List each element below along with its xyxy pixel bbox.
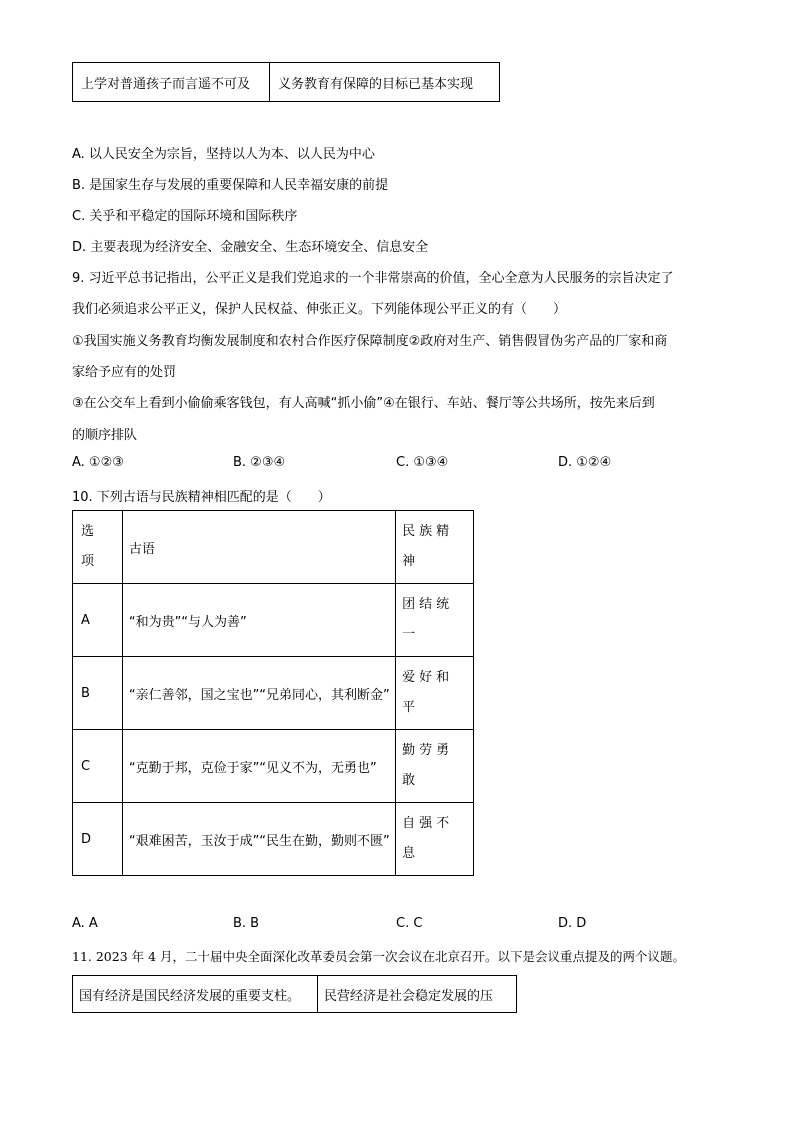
table-cell: 义务教育有保障的目标已基本实现	[270, 63, 500, 102]
q11-table	[72, 975, 517, 1013]
table-row	[73, 584, 474, 657]
q9-stem-line-3: ①我国实施义务教育均衡发展制度和农村合作医疗保障制度②政府对生产、销售假冒伪劣产品的厂家和商	[72, 334, 668, 349]
q9-option-c: C. ①③④	[396, 455, 449, 470]
row-option: C	[73, 730, 123, 803]
q9-option-d: D. ①②④	[558, 455, 612, 470]
row-option: D	[73, 803, 123, 876]
table-header-row	[73, 511, 474, 584]
q10-option-a: A. A	[72, 916, 98, 931]
q8-option-c: C. 关乎和平稳定的国际环境和国际秩序	[72, 209, 298, 224]
q9-stem-line-1: 9. 习近平总书记指出，公平正义是我们党追求的一个非常崇高的价值，全心全意为人民服务的宗旨决定了	[72, 271, 674, 286]
q9-option-a: A. ①②③	[72, 455, 124, 470]
row-quote: “艰难困苦，玉汝于成”“民生在勤，勤则不匮”	[122, 803, 395, 876]
header-cell-option	[73, 511, 123, 584]
q8-option-d: D. 主要表现为经济安全、金融安全、生态环境安全、信息安全	[72, 240, 429, 255]
q10-option-b: B. B	[233, 916, 260, 931]
header-cell-quote: 古语	[122, 511, 395, 584]
table-cell: 民营经济是社会稳定发展的压	[318, 976, 517, 1013]
row-quote: “和为贵”“与人为善”	[122, 584, 395, 657]
row-spirit: 勤劳勇敢	[396, 730, 474, 803]
q9-stem-line-2: 我们必须追求公平正义，保护人民权益、伸张正义。下列能体现公平正义的有（ ）	[72, 302, 567, 317]
q8-option-b: B. 是国家生存与发展的重要保障和人民幸福安康的前提	[72, 178, 389, 193]
table-cell: 国有经济是国民经济发展的重要支柱。	[73, 976, 318, 1013]
q10-option-d: D. D	[558, 916, 587, 931]
q9-stem-line-5: ③在公交车上看到小偷偷乘客钱包，有人高喊“抓小偷”④在银行、车站、餐厅等公共场所，按先来后到	[72, 396, 655, 411]
table-cell: 上学对普通孩子而言遥不可及	[73, 63, 270, 102]
q9-option-b: B. ②③④	[233, 455, 286, 470]
table-row	[73, 976, 517, 1013]
q9-stem-line-6: 的顺序排队	[72, 428, 138, 443]
q9-stem-line-4: 家给予应有的处罚	[72, 365, 177, 380]
table-row	[73, 657, 474, 730]
row-spirit: 自强不息	[396, 803, 474, 876]
row-option: B	[73, 657, 123, 730]
header-cell-spirit: 民族精神	[396, 511, 474, 584]
top-comparison-table	[72, 62, 500, 102]
row-spirit: 团结统一	[396, 584, 474, 657]
q10-option-c: C. C	[396, 916, 423, 931]
table-row	[73, 63, 500, 102]
row-option: A	[73, 584, 123, 657]
q11-stem: 11. 2023 年 4 月，二十届中央全面深化改革委员会第一次会议在北京召开。以下是会议重点提及的两个议题。	[72, 949, 686, 964]
q10-table	[72, 510, 474, 876]
table-row	[73, 803, 474, 876]
row-spirit: 爱好和平	[396, 657, 474, 730]
header-option-label: 选项	[81, 524, 95, 569]
q8-option-a: A. 以人民安全为宗旨，坚持以人为本、以人民为中心	[72, 147, 375, 162]
row-quote: “亲仁善邻，国之宝也”“兄弟同心，其利断金”	[122, 657, 395, 730]
table-row	[73, 730, 474, 803]
row-quote: “克勤于邦，克俭于家”“见义不为，无勇也”	[122, 730, 395, 803]
q10-stem: 10. 下列古语与民族精神相匹配的是（ ）	[72, 490, 331, 505]
